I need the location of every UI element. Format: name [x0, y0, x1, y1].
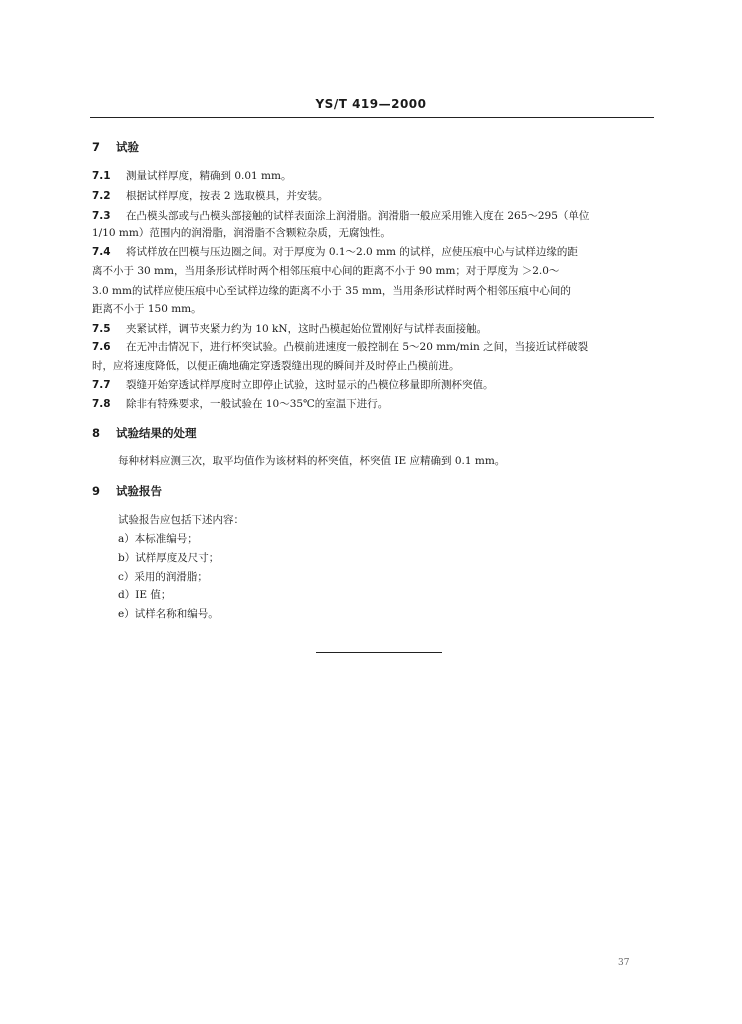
section-7-number: 7 — [92, 140, 101, 154]
clause-7-1 — [92, 168, 291, 183]
report-item-e: e）试样名称和编号。 — [118, 608, 219, 620]
clause-7-8 — [92, 396, 388, 411]
clause-7-5-text: 夹紧试样，调节夹紧力约为 10 kN，这时凸模起始位置刚好与试样表面接触。 — [126, 323, 488, 335]
standard-code-header: YS/T 419—2000 — [315, 97, 427, 111]
clause-7-4-text-line-4: 距离不小于 150 mm。 — [92, 303, 202, 315]
report-item-d: d）IE 值； — [118, 589, 172, 601]
section-9-title: 试验报告 — [116, 484, 162, 498]
report-item-b: b）试样厚度及尺寸； — [118, 552, 220, 564]
section-9-intro: 试验报告应包括下述内容： — [118, 514, 244, 526]
clause-7-4-text-line-1: 将试样放在凹模与压边圈之间。对于厚度为 0.1～2.0 mm 的试样，应使压痕中心与试样边缘的距 — [126, 246, 578, 258]
clause-7-4-number: 7.4 — [92, 246, 111, 258]
clause-7-5 — [92, 321, 487, 336]
clause-7-7 — [92, 377, 494, 392]
section-9-number: 9 — [92, 484, 101, 498]
report-item-a: a）本标准编号； — [118, 533, 198, 545]
clause-7-3-text-line-1: 在凸模头部或与凸模头部接触的试样表面涂上润滑脂。润滑脂一般应采用锥入度在 265～295（单位 — [126, 210, 590, 222]
clause-7-4 — [92, 244, 578, 259]
clause-7-1-number: 7.1 — [92, 170, 111, 182]
clause-7-8-text: 除非有特殊要求，一般试验在 10～35℃的室温下进行。 — [126, 398, 389, 410]
clause-7-4-text-line-2: 离不小于 30 mm，当用条形试样时两个相邻压痕中心间的距离不小于 90 mm；对于厚度为 ＞2.0～ — [92, 265, 560, 277]
report-item-c: c）采用的润滑脂； — [118, 571, 208, 583]
clause-7-2-text: 根据试样厚度，按表 2 选取模具，并安装。 — [126, 190, 329, 202]
end-of-document-rule — [316, 652, 442, 653]
header-rule — [90, 117, 654, 118]
clause-7-2 — [92, 188, 328, 203]
clause-7-6 — [92, 339, 588, 354]
clause-7-8-number: 7.8 — [92, 398, 111, 410]
clause-7-2-number: 7.2 — [92, 190, 111, 202]
section-7-heading — [92, 139, 139, 155]
clause-7-4-text-line-3: 3.0 mm的试样应使压痕中心至试样边缘的距离不小于 35 mm，当用条形试样时两个相邻压痕中心间的 — [92, 285, 571, 297]
clause-7-6-number: 7.6 — [92, 341, 111, 353]
page-number: 37 — [618, 958, 630, 968]
clause-7-5-number: 7.5 — [92, 323, 111, 335]
clause-7-6-text-line-2: 时，应将速度降低，以便正确地确定穿透裂缝出现的瞬间并及时停止凸模前进。 — [92, 360, 460, 372]
clause-7-3 — [92, 208, 589, 223]
clause-7-3-number: 7.3 — [92, 210, 111, 222]
section-9-heading — [92, 483, 162, 499]
section-8-text: 每种材料应测三次，取平均值作为该材料的杯突值，杯突值 IE 应精确到 0.1 mm。 — [118, 455, 506, 467]
section-7-title: 试验 — [116, 140, 139, 154]
clause-7-7-text: 裂缝开始穿透试样厚度时立即停止试验，这时显示的凸模位移量即所测杯突值。 — [126, 379, 494, 391]
section-8-number: 8 — [92, 426, 101, 440]
section-8-heading — [92, 425, 197, 441]
clause-7-7-number: 7.7 — [92, 379, 111, 391]
clause-7-6-text-line-1: 在无冲击情况下，进行杯突试验。凸模前进速度一般控制在 5～20 mm/min 之间，当接近试样破裂 — [126, 341, 589, 353]
clause-7-3-text-line-2: 1/10 mm）范围内的润滑脂，润滑脂不含颗粒杂质，无腐蚀性。 — [92, 227, 391, 239]
clause-7-1-text: 测量试样厚度，精确到 0.01 mm。 — [126, 170, 292, 182]
section-8-title: 试验结果的处理 — [116, 426, 197, 440]
